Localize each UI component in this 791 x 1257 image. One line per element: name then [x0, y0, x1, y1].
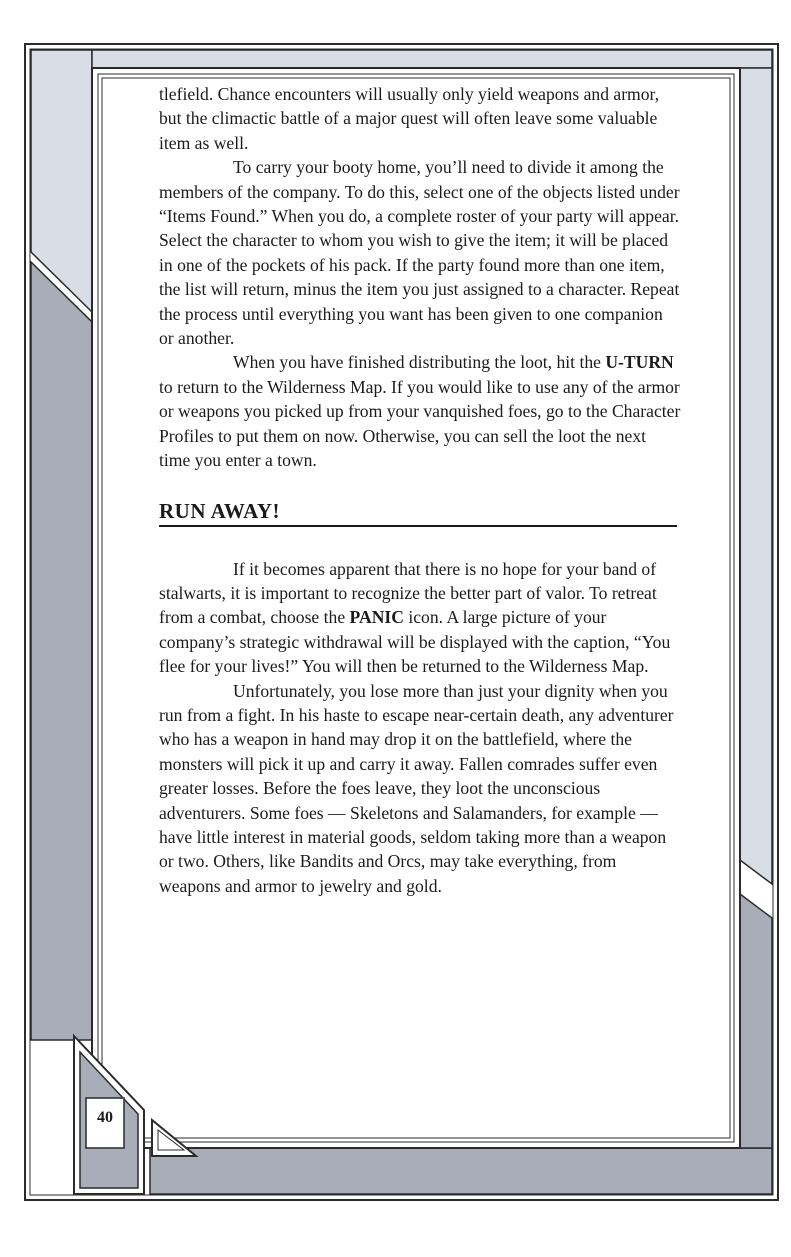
frame-band-left-dark	[31, 262, 92, 1040]
text-segment: to return to the Wilderness Map. If you would like to use any of the armor or weapons you picked up from your vanquished foes, go to the Character Profiles to put them on now. Otherwise, you can sell the loot the next time you enter a town.	[159, 376, 681, 471]
paragraph-retreat	[159, 557, 681, 679]
frame-band-right-dark	[740, 894, 772, 1148]
frame-band-bottom-dark	[150, 1148, 772, 1194]
text-segment: If it becomes apparent that there is no hope for your band of stalwarts, it is important to recognize the better part of valor. To retreat from a combat, choose the	[159, 558, 657, 628]
heading-underline	[159, 525, 677, 527]
page-number: 40	[97, 1109, 113, 1126]
paragraph-loot-continuation: tlefield. Chance encounters will usually only yield weapons and armor, but the climactic battle of a major quest will often leave some valuable item as well.	[159, 84, 660, 153]
text-segment: When you have finished distributing the loot, hit the	[233, 352, 606, 373]
frame-band-right-light	[740, 68, 772, 884]
paragraph-dividing-booty: To carry your booty home, you’ll need to divide it among the members of the company. To do this, select one of the objects listed under “Items Found.” When you do, a complete roster of your party will appear. Select the character to whom you wish to give the item; it will be placed in one of the pockets of his pack. If the party found more than one item, the list will return, minus the item you just assigned to a character. Repeat the process until everything you want has been given to one companion or another.	[159, 157, 680, 349]
paragraph-losses: Unfortunately, you lose more than just your dignity when you run from a fight. In his haste to escape near-certain death, any adventurer who has a weapon in hand may drop it on the battlefield, where the monsters will pick it up and carry it away. Fallen comrades suffer even greater losses. Before the foes leave, they loot the unconscious adventurers. Some foes — Skeletons and Salamanders, for example — have little interest in material goods, seldom taking more than a weapon or two. Others, like Bandits and Orcs, may take everything, from weapons and armor to jewelry and gold.	[159, 680, 674, 896]
paragraph-finish-distributing	[159, 350, 681, 472]
section-heading: RUN AWAY!	[159, 498, 280, 523]
u-turn-keyword: U-TURN	[605, 352, 674, 373]
page-body-text	[159, 82, 681, 898]
run-away-heading-block	[159, 499, 681, 557]
panic-keyword: PANIC	[349, 607, 404, 628]
frame-band-top-light	[92, 50, 772, 68]
text-segment: icon. A large picture of your company’s strategic withdrawal will be displayed with the caption, “You flee for your lives!” You will then be returned to the Wilderness Map.	[159, 607, 671, 677]
